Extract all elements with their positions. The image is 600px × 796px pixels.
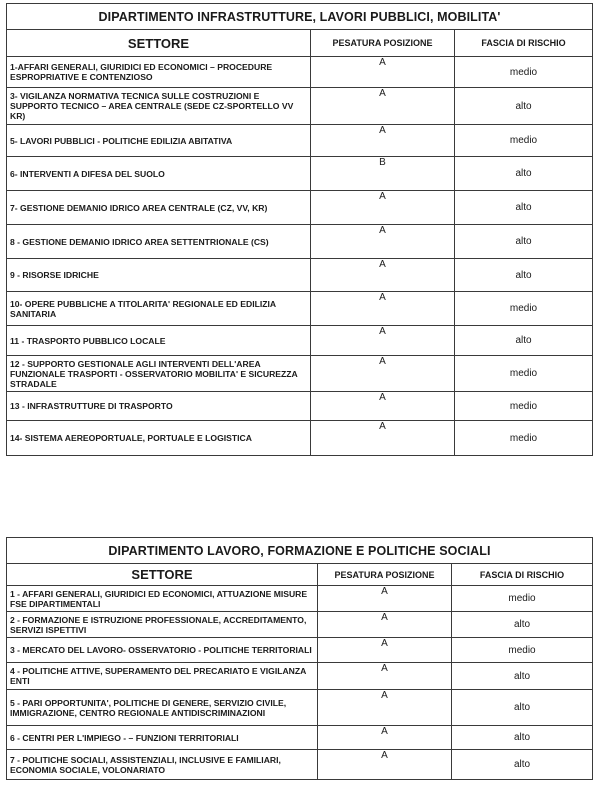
- settore-cell: 11 - TRASPORTO PUBBLICO LOCALE: [7, 326, 311, 356]
- fascia-cell: medio: [455, 57, 593, 88]
- settore-cell: 14- SISTEMA AEREOPORTUALE, PORTUALE E LOGISTICA: [7, 421, 311, 456]
- pesatura-cell: A: [318, 638, 452, 663]
- fascia-cell: medio: [455, 356, 593, 392]
- column-header-settore: SETTORE: [7, 564, 318, 586]
- settore-cell: 5 - PARI OPPORTUNITA', POLITICHE DI GENERE, SERVIZIO CIVILE, IMMIGRAZIONE, CENTRO REGIONALE ANTIDISCRIMINAZIONI: [7, 690, 318, 726]
- labour-department-table: [6, 537, 593, 780]
- fascia-cell: alto: [455, 259, 593, 292]
- table-row: [7, 726, 593, 750]
- settore-cell: 7 - POLITICHE SOCIALI, ASSISTENZIALI, INCLUSIVE E FAMILIARI, ECONOMIA SOCIALE, VOLONARIATO: [7, 750, 318, 780]
- pesatura-cell: A: [318, 750, 452, 780]
- pesatura-cell: A: [318, 690, 452, 726]
- pesatura-cell: A: [311, 225, 455, 259]
- table-row: [7, 225, 593, 259]
- pesatura-cell: A: [311, 356, 455, 392]
- fascia-cell: alto: [455, 225, 593, 259]
- pesatura-cell: A: [311, 292, 455, 326]
- fascia-cell: alto: [452, 663, 593, 690]
- table-row: [7, 638, 593, 663]
- table-row: [7, 663, 593, 690]
- fascia-cell: alto: [452, 690, 593, 726]
- fascia-cell: alto: [452, 612, 593, 638]
- table-row: [7, 125, 593, 157]
- settore-cell: 9 - RISORSE IDRICHE: [7, 259, 311, 292]
- fascia-cell: alto: [452, 750, 593, 780]
- settore-cell: 1 - AFFARI GENERALI, GIURIDICI ED ECONOMICI, ATTUAZIONE MISURE FSE DIPARTIMENTALI: [7, 586, 318, 612]
- table-row: [7, 88, 593, 125]
- department-title: DIPARTIMENTO LAVORO, FORMAZIONE E POLITICHE SOCIALI: [7, 538, 593, 564]
- table-title-row: [7, 4, 593, 30]
- pesatura-cell: A: [311, 326, 455, 356]
- department-title: DIPARTIMENTO INFRASTRUTTURE, LAVORI PUBBLICI, MOBILITA': [7, 4, 593, 30]
- table-body: [7, 538, 593, 780]
- settore-cell: 5- LAVORI PUBBLICI - POLITICHE EDILIZIA ABITATIVA: [7, 125, 311, 157]
- table-row: [7, 392, 593, 421]
- fascia-cell: alto: [455, 88, 593, 125]
- fascia-cell: medio: [452, 586, 593, 612]
- settore-cell: 10- OPERE PUBBLICHE A TITOLARITA' REGIONALE ED EDILIZIA SANITARIA: [7, 292, 311, 326]
- fascia-cell: alto: [455, 157, 593, 191]
- column-header-fascia: FASCIA DI RISCHIO: [452, 564, 593, 586]
- pesatura-cell: A: [311, 392, 455, 421]
- settore-cell: 8 - GESTIONE DEMANIO IDRICO AREA SETTENTRIONALE (CS): [7, 225, 311, 259]
- pesatura-cell: A: [311, 259, 455, 292]
- table-row: [7, 326, 593, 356]
- column-header-pesatura: PESATURA POSIZIONE: [311, 30, 455, 57]
- settore-cell: 1-AFFARI GENERALI, GIURIDICI ED ECONOMICI – PROCEDURE ESPROPRIATIVE E CONTENZIOSO: [7, 57, 311, 88]
- fascia-cell: alto: [452, 726, 593, 750]
- settore-cell: 4 - POLITICHE ATTIVE, SUPERAMENTO DEL PRECARIATO E VIGILANZA ENTI: [7, 663, 318, 690]
- pesatura-cell: A: [311, 421, 455, 456]
- settore-cell: 2 - FORMAZIONE E ISTRUZIONE PROFESSIONALE, ACCREDITAMENTO, SERVIZI ISPETTIVI: [7, 612, 318, 638]
- settore-cell: 6 - CENTRI PER L'IMPIEGO - – FUNZIONI TERRITORIALI: [7, 726, 318, 750]
- pesatura-cell: A: [318, 663, 452, 690]
- table-row: [7, 421, 593, 456]
- settore-cell: 7- GESTIONE DEMANIO IDRICO AREA CENTRALE (CZ, VV, KR): [7, 191, 311, 225]
- table-row: [7, 690, 593, 726]
- pesatura-cell: A: [318, 586, 452, 612]
- fascia-cell: medio: [455, 421, 593, 456]
- settore-cell: 3 - MERCATO DEL LAVORO- OSSERVATORIO - POLITICHE TERRITORIALI: [7, 638, 318, 663]
- fascia-cell: medio: [455, 292, 593, 326]
- table-row: [7, 57, 593, 88]
- table-row: [7, 191, 593, 225]
- fascia-cell: medio: [455, 125, 593, 157]
- settore-cell: 3- VIGILANZA NORMATIVA TECNICA SULLE COSTRUZIONI E SUPPORTO TECNICO – AREA CENTRALE (SEDE CZ-SPORTELLO VV KR): [7, 88, 311, 125]
- table-row: [7, 356, 593, 392]
- fascia-cell: medio: [452, 638, 593, 663]
- table-title-row: [7, 538, 593, 564]
- table-body: [7, 4, 593, 456]
- table-row: [7, 586, 593, 612]
- column-header-pesatura: PESATURA POSIZIONE: [318, 564, 452, 586]
- pesatura-cell: A: [311, 125, 455, 157]
- table-row: [7, 157, 593, 191]
- table-row: [7, 612, 593, 638]
- fascia-cell: medio: [455, 392, 593, 421]
- pesatura-cell: A: [318, 612, 452, 638]
- pesatura-cell: A: [311, 191, 455, 225]
- fascia-cell: alto: [455, 326, 593, 356]
- pesatura-cell: A: [318, 726, 452, 750]
- table-row: [7, 292, 593, 326]
- fascia-cell: alto: [455, 191, 593, 225]
- infrastructure-department-table: [6, 3, 593, 456]
- table-row: [7, 750, 593, 780]
- pesatura-cell: B: [311, 157, 455, 191]
- column-header-row: [7, 30, 593, 57]
- column-header-fascia: FASCIA DI RISCHIO: [455, 30, 593, 57]
- table-row: [7, 259, 593, 292]
- pesatura-cell: A: [311, 88, 455, 125]
- settore-cell: 6- INTERVENTI A DIFESA DEL SUOLO: [7, 157, 311, 191]
- pesatura-cell: A: [311, 57, 455, 88]
- column-header-settore: SETTORE: [7, 30, 311, 57]
- settore-cell: 12 - SUPPORTO GESTIONALE AGLI INTERVENTI DELL'AREA FUNZIONALE TRASPORTI - OSSERVATORIO MOBILITA' E SICUREZZA STRADALE: [7, 356, 311, 392]
- column-header-row: [7, 564, 593, 586]
- settore-cell: 13 - INFRASTRUTTURE DI TRASPORTO: [7, 392, 311, 421]
